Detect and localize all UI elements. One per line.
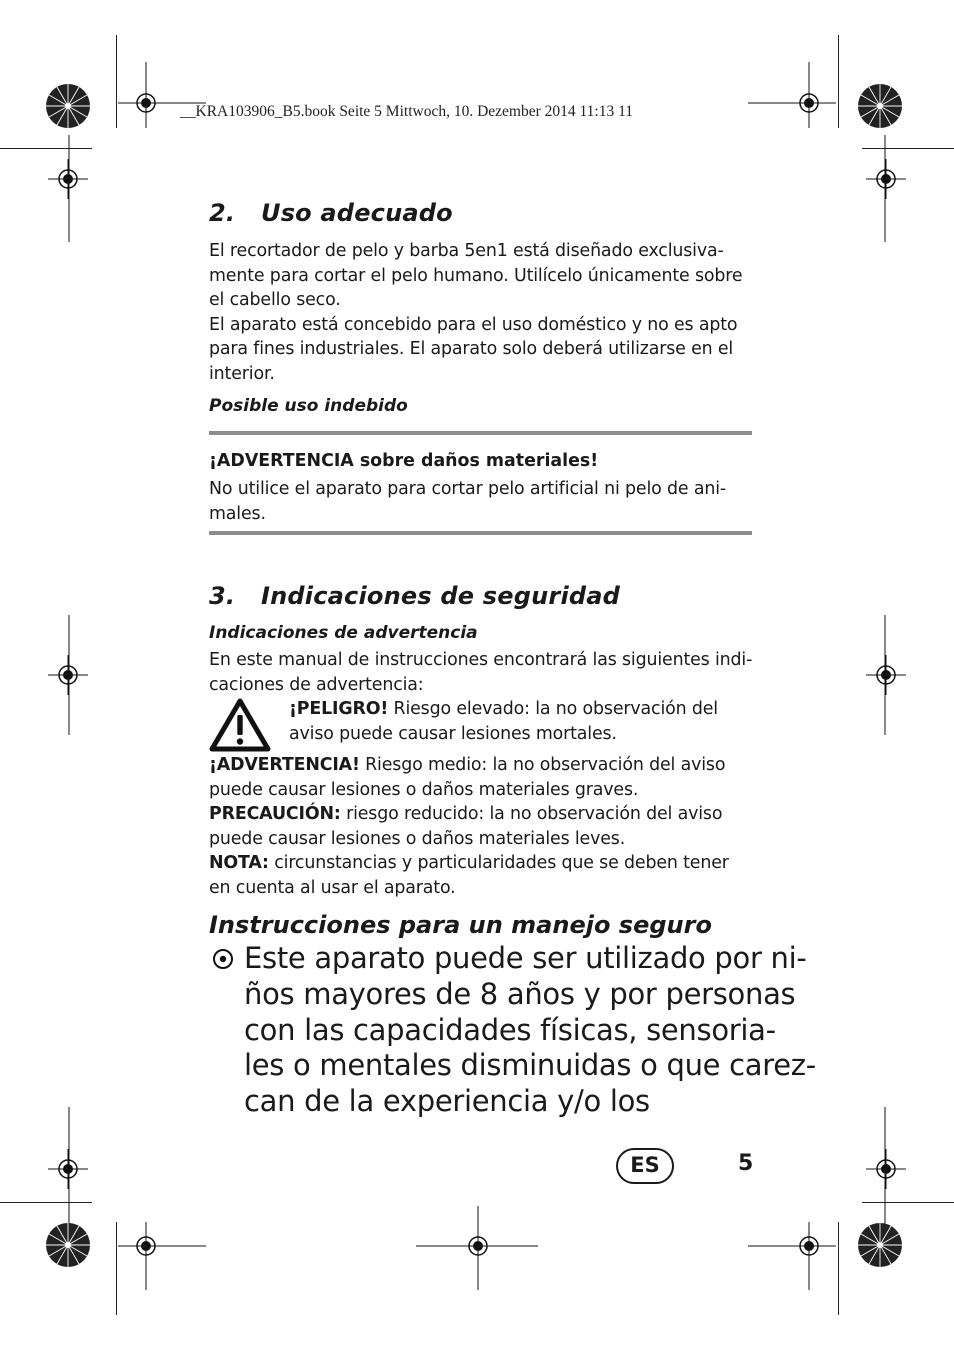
warning-notes-heading: Indicaciones de advertencia [209,623,478,643]
text-line: puede causar lesiones o daños materiales leves. [209,828,626,849]
section-title: Indicaciones de seguridad [261,582,621,610]
star-target-icon [857,83,903,129]
safe-handling-heading: Instrucciones para un manejo seguro [209,911,712,939]
warning-label: ¡ADVERTENCIA! [209,755,360,775]
text-line: can de la experiencia y/o los [244,1084,650,1119]
registration-mark-icon [458,1226,498,1266]
text-line: males. [209,503,266,524]
caution-label: PRECAUCIÓN: [209,804,341,825]
text-line [209,753,754,778]
section-number: 2. [209,199,236,227]
text-line: les o mentales disminuidas o que carez- [244,1048,816,1083]
registration-mark-icon [126,1226,166,1266]
safety-bullet-text [244,941,816,1120]
text-line: El aparato está concebido para el uso doméstico y no es apto [209,314,738,335]
page-number: 5 [738,1151,754,1176]
text-line: mente para cortar el pelo humano. Utilícelo únicamente sobre [209,265,743,286]
language-badge: ES [616,1148,674,1184]
star-target-icon [857,1222,903,1268]
text-line: El recortador de pelo y barba 5en1 está diseñado exclusiva- [209,241,724,261]
danger-text: Riesgo elevado: la no observación del [388,699,718,719]
print-slug: __KRA103906_B5.book Seite 5 Mittwoch, 10. Dezember 2014 11:13 11 [180,103,634,120]
star-target-icon [45,83,91,129]
registration-line [866,0,906,1351]
section-3-heading [209,582,620,610]
text-line [209,851,754,876]
text-line: ños mayores de 8 años y por personas [244,976,796,1011]
warning-triangle-icon [209,698,271,752]
section-2-heading [209,199,453,227]
text-line: para fines industriales. El aparato solo deberá utilizarse en el [209,339,734,360]
text-line: en cuenta al usar el aparato. [209,877,456,898]
danger-note [289,697,759,746]
text-line [209,802,754,827]
text-line: No utilice el aparato para cortar pelo artificial ni pelo de ani- [209,479,727,499]
star-target-icon [45,1222,91,1268]
misuse-heading: Posible uso indebido [209,396,408,416]
text-line: con las capacidades físicas, sensoria- [244,1012,776,1047]
intended-use-paragraph [209,239,754,387]
text-line: interior. [209,363,275,384]
registration-mark-icon [789,1226,829,1266]
note-text: circunstancias y particularidades que se deben tener [268,853,729,874]
registration-line [50,0,90,1351]
registration-mark-icon [126,83,166,123]
text-line: caciones de advertencia: [209,674,424,695]
text-line: aviso puede causar lesiones mortales. [289,723,617,744]
warning-text: Riesgo medio: la no observación del aviso [359,755,726,775]
text-line [289,697,759,722]
text-line: el cabello seco. [209,290,341,311]
caution-text: riesgo reducido: la no observación del aviso [340,804,723,825]
registration-mark-icon [789,83,829,123]
warning-levels [209,753,754,901]
danger-label: ¡PELIGRO! [289,699,389,719]
section-title: Uso adecuado [261,199,453,227]
bullet-target-icon [212,948,234,970]
note-label: NOTA: [209,853,269,874]
material-damage-warning-title: ¡ADVERTENCIA sobre daños materiales! [209,451,599,471]
warning-box-bottom-rule [209,531,752,535]
warning-notes-intro [209,648,754,697]
material-damage-warning-text [209,477,754,526]
text-line: Este aparato puede ser utilizado por ni- [244,941,807,975]
text-line: puede causar lesiones o daños materiales graves. [209,779,639,800]
text-line: En este manual de instrucciones encontrará las siguientes indi- [209,650,753,670]
section-number: 3. [209,582,236,610]
warning-box-top-rule [209,431,752,435]
